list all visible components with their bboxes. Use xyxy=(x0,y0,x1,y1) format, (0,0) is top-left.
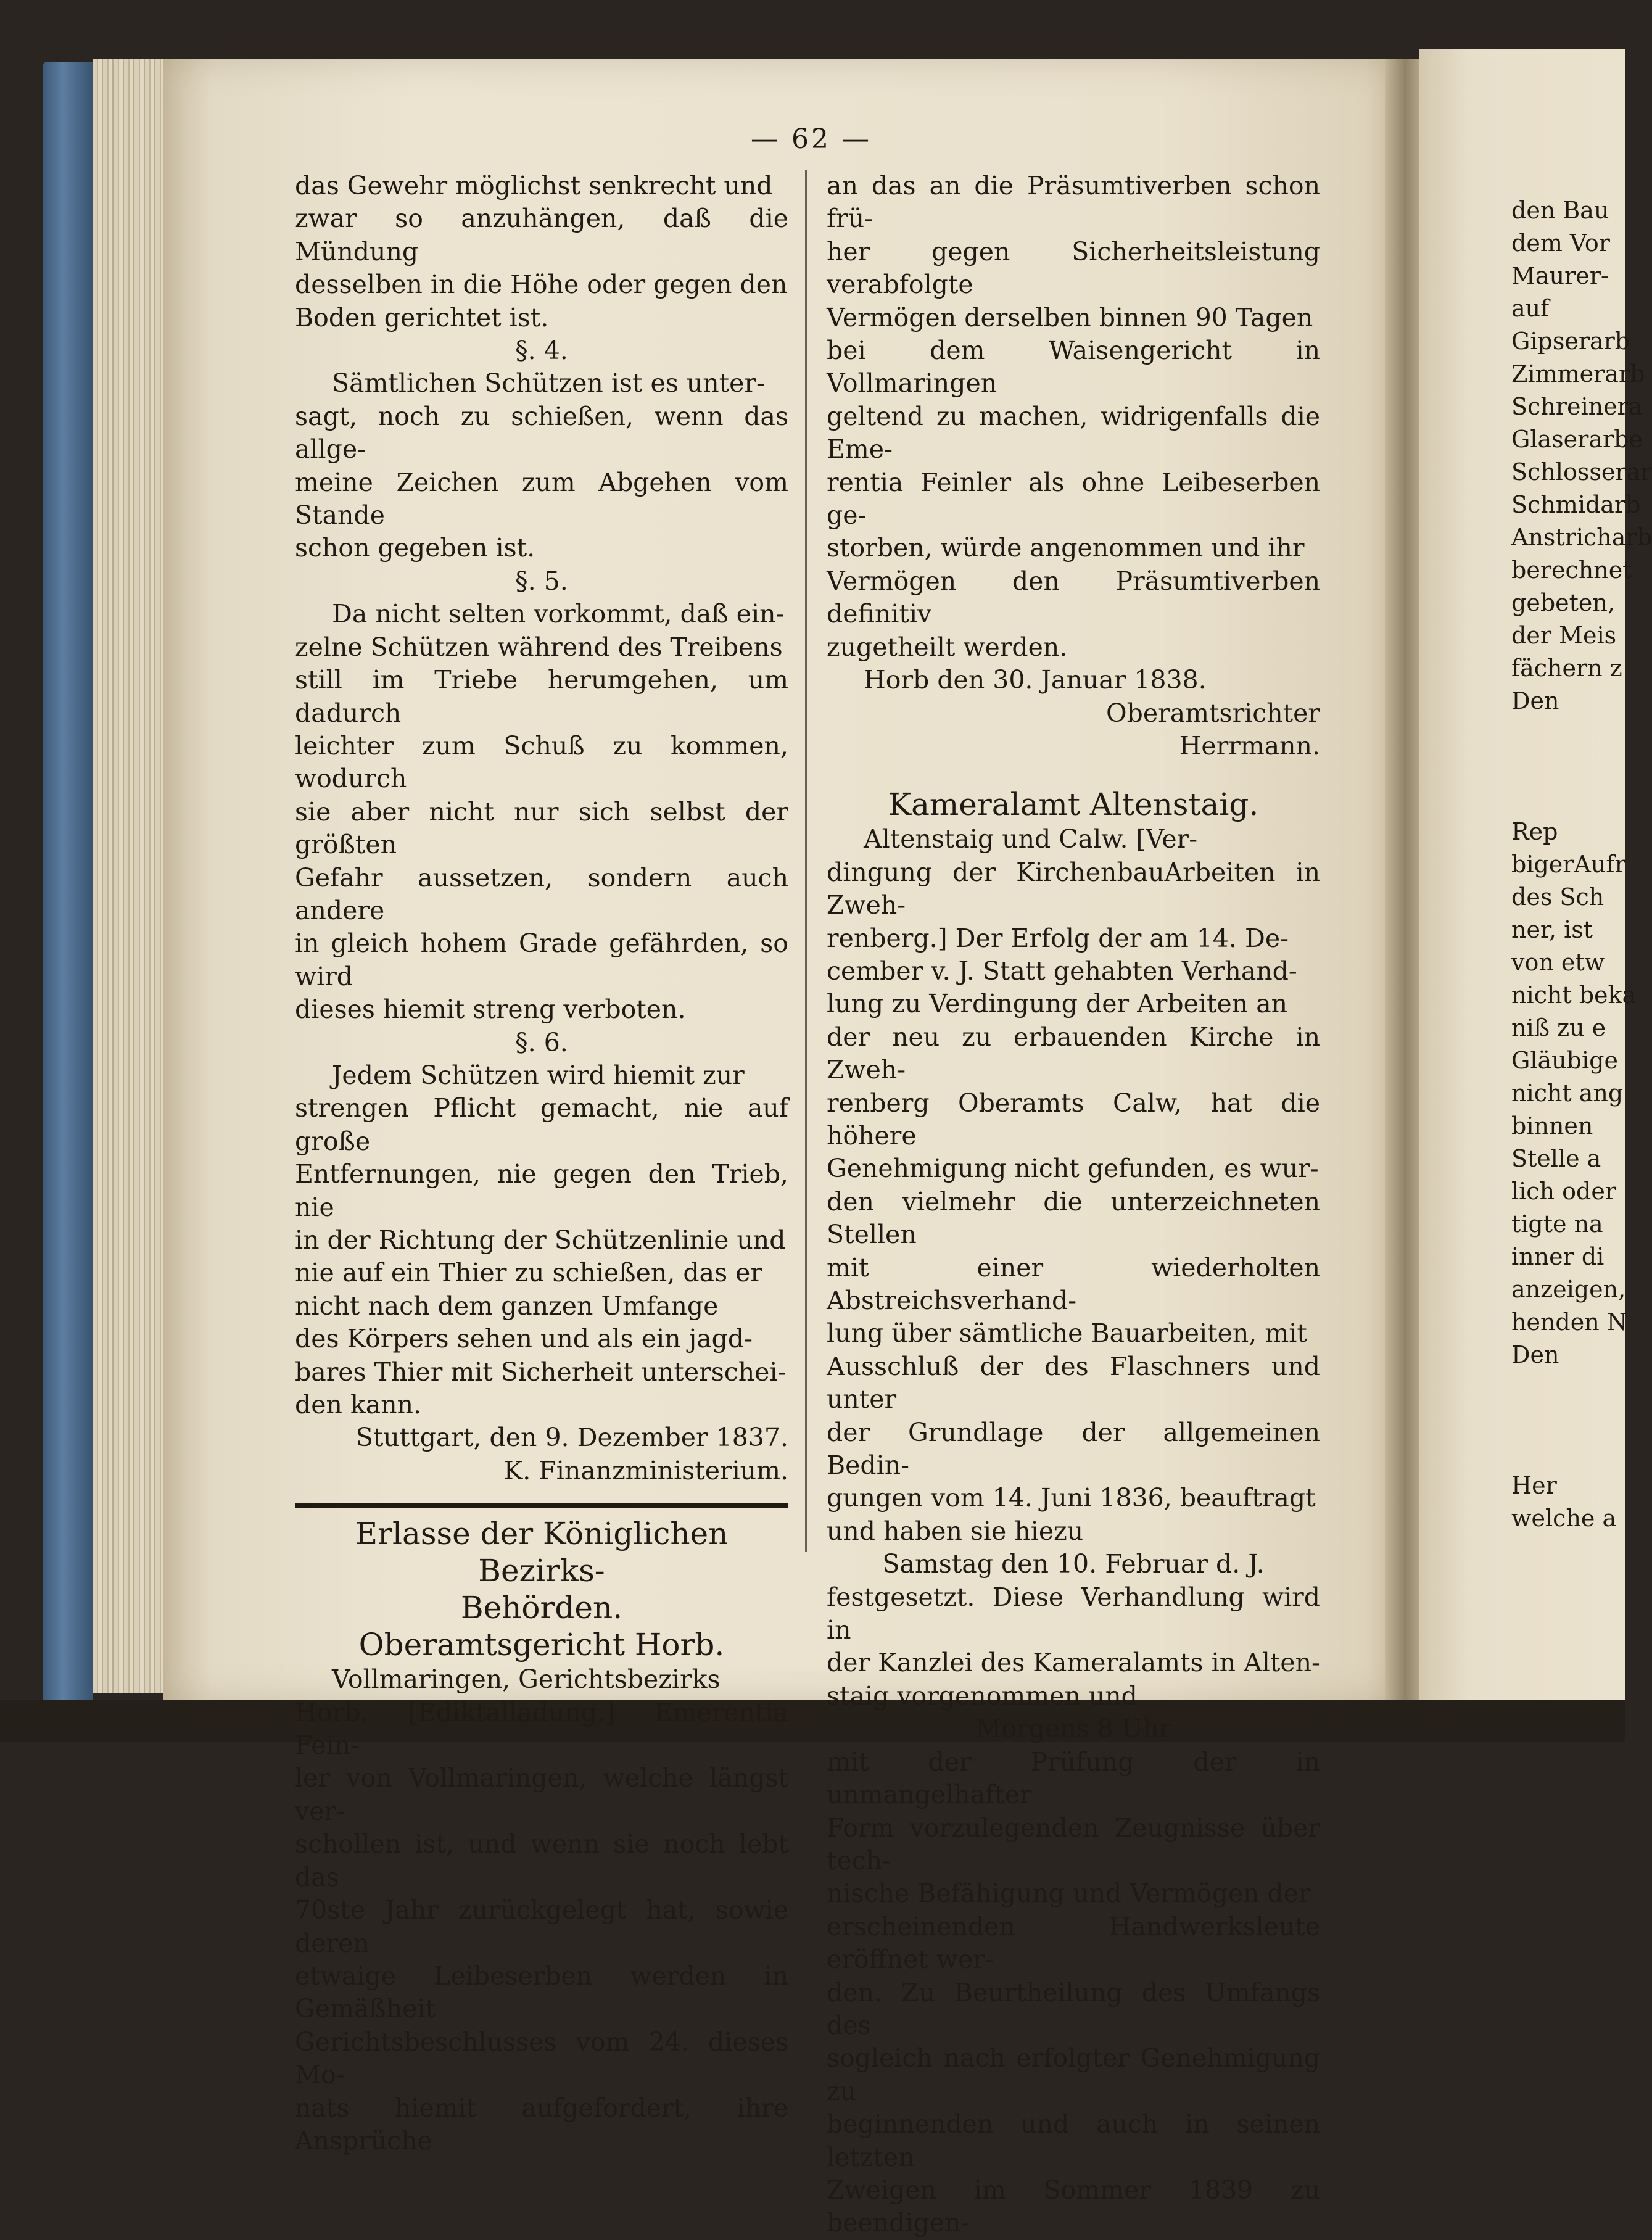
text-line: Jedem Schützen wird hiemit zur xyxy=(332,1060,745,1090)
fragment-line: anzeigen, xyxy=(1511,1276,1626,1303)
text-line: nie auf ein Thier zu schießen, das er xyxy=(295,1258,763,1288)
text-line: ler von Vollmaringen, welche längst ver- xyxy=(295,1763,788,1826)
text-line: mit der Prüfung der in unmangelhafter xyxy=(827,1746,1320,1810)
section-heading xyxy=(295,1515,788,1626)
text-line: Sämtlichen Schützen ist es unter- xyxy=(332,368,765,399)
text-line: staig vorgenommen und xyxy=(827,1680,1138,1711)
text-line: den. Zu Beurtheilung des Umfangs des xyxy=(827,1977,1320,2040)
text-line: §. 6. xyxy=(515,1027,568,1057)
fragment-line: Schmidarb xyxy=(1511,491,1641,518)
text-line: Ausschluß der des Flaschners und unter xyxy=(827,1351,1320,1415)
fragment-line: Schreinera xyxy=(1511,393,1643,420)
text-line: 70ste Jahr zurückgelegt hat, sowie deren xyxy=(295,1895,788,1958)
fragment-line: nicht ang xyxy=(1511,1080,1624,1107)
text-line: meine Zeichen zum Abgehen vom Stande xyxy=(295,467,788,531)
text-line: bares Thier mit Sicherheit unterschei- xyxy=(295,1357,787,1387)
text-line: den vielmehr die unterzeichneten Stellen xyxy=(827,1186,1320,1250)
text-line: festgesetzt. Diese Verhandlung wird in xyxy=(827,1582,1320,1645)
fragment-line: Schlosserar xyxy=(1511,458,1652,486)
left-column-text xyxy=(295,170,788,1487)
fragment-line: gebeten, xyxy=(1511,589,1615,616)
fragment-line: Rep xyxy=(1511,818,1558,845)
fragment-line: Stelle a xyxy=(1511,1145,1601,1172)
text-line: an das an die Präsumtiverben schon frü- xyxy=(827,171,1320,234)
fragment-line xyxy=(1511,1371,1625,1404)
text-line: Morgens 8 Uhr xyxy=(975,1714,1171,1744)
fragment-line: Glaserarbe xyxy=(1511,426,1643,453)
fragment-line: inner di xyxy=(1511,1243,1605,1270)
text-line: Oberamtsrichter xyxy=(1106,698,1320,728)
text-line: des Körpers sehen und als ein jagd- xyxy=(295,1324,753,1354)
text-line: Stuttgart, den 9. Dezember 1837. xyxy=(355,1423,788,1453)
text-line: rentia Feinler als ohne Leibeserben ge- xyxy=(827,467,1320,531)
fragment-line: Her xyxy=(1511,1472,1557,1499)
text-line: §. 4. xyxy=(515,336,568,366)
next-page-fragment xyxy=(1511,194,1652,1535)
text-line: dieses hiemit streng verboten. xyxy=(295,994,686,1025)
right-column xyxy=(827,170,1320,2240)
fragment-line: von etw xyxy=(1511,949,1605,976)
text-line: schon gegeben ist. xyxy=(295,533,535,563)
fragment-line: Zimmerarb xyxy=(1511,360,1645,387)
fragment-line xyxy=(1511,717,1625,750)
text-line: in gleich hohem Grade gefährden, so wird xyxy=(295,928,788,991)
text-line: Gerichtsbeschlusses vom 24. dieses Mo- xyxy=(295,2027,788,2090)
text-line: den kann. xyxy=(295,1390,422,1420)
fragment-line: der Meis xyxy=(1511,622,1617,649)
text-line: geltend zu machen, widrigenfalls die Eme- xyxy=(827,401,1320,465)
text-line: Vermögen den Präsumtiverben definitiv xyxy=(827,566,1320,629)
text-line: Altenstaig und Calw. [Ver- xyxy=(864,824,1198,854)
heading-line: Erlasse der Königlichen Bezirks- xyxy=(355,1516,729,1589)
text-line: Herrmann. xyxy=(1179,730,1320,761)
fragment-line: Gipserarb xyxy=(1511,328,1630,355)
text-line: der neu zu erbauenden Kirche in Zweh- xyxy=(827,1022,1320,1085)
text-line: Form vorzulegenden Zeugnisse über tech- xyxy=(827,1812,1320,1875)
text-line: erscheinenden Handwerksleute eröffnet wer- xyxy=(827,1911,1320,1975)
fragment-line: Den xyxy=(1511,687,1559,714)
text-line: zugetheilt werden. xyxy=(827,632,1068,662)
text-line: Entfernungen, nie gegen den Trieb, nie xyxy=(295,1159,788,1222)
fragment-line: Den xyxy=(1511,1341,1559,1368)
text-line: sie aber nicht nur sich selbst der größten xyxy=(295,796,788,860)
text-line: gungen vom 14. Juni 1836, beauftragt xyxy=(827,1483,1316,1513)
fragment-line: Maurer- xyxy=(1511,262,1609,289)
text-line: Horb den 30. Januar 1838. xyxy=(864,665,1207,695)
fragment-line: niß zu e xyxy=(1511,1014,1606,1041)
text-line: dingung der KirchenbauArbeiten in Zweh- xyxy=(827,857,1320,920)
text-line: Samstag den 10. Februar d. J. xyxy=(882,1549,1265,1579)
text-line: Zweigen im Sommer 1839 zu beendigen- xyxy=(827,2175,1320,2238)
fragment-line: henden N xyxy=(1511,1308,1628,1336)
column-rule xyxy=(805,170,807,1552)
text-line: K. Finanzministerium. xyxy=(503,1455,788,1486)
section-divider xyxy=(295,1503,788,1508)
fragment-line xyxy=(1511,1437,1625,1469)
text-line: beginnenden und auch in seinen letzten xyxy=(827,2109,1320,2172)
text-line: sagt, noch zu schießen, wenn das allge- xyxy=(295,401,788,465)
text-line: zelne Schützen während des Treibens xyxy=(295,632,783,662)
subsection-heading: Oberamtsgericht Horb. xyxy=(358,1627,725,1663)
text-line: schollen ist, und wenn sie noch lebt das xyxy=(295,1829,788,1892)
text-line: das Gewehr möglichst senkrecht und xyxy=(295,171,773,200)
fragment-line: bigerAufr xyxy=(1511,851,1626,878)
fragment-line: den Bau xyxy=(1511,197,1609,224)
background-shadow xyxy=(0,1700,1625,1742)
page-gutter xyxy=(1385,59,1422,1703)
text-line: Vollmaringen, Gerichtsbezirks xyxy=(332,1664,721,1695)
text-line: etwaige Leibeserben werden in Gemäßheit xyxy=(295,1961,788,2024)
page-number: — 62 — xyxy=(751,123,872,155)
fragment-line xyxy=(1511,750,1625,783)
fragment-line: des Sch xyxy=(1511,883,1605,911)
text-line: Vermögen derselben binnen 90 Tagen xyxy=(827,302,1313,333)
text-line: der Grundlage der allgemeinen Bedin- xyxy=(827,1417,1320,1481)
text-line: nats hiemit aufgefordert, ihre Ansprüche xyxy=(295,2093,788,2155)
text-line: desselben in die Höhe oder gegen den xyxy=(295,270,788,300)
text-line: Genehmigung nicht gefunden, es wur- xyxy=(827,1154,1319,1184)
right-column-text xyxy=(827,170,1320,763)
section-heading-kameralamt: Kameralamt Altenstaig. xyxy=(888,787,1259,823)
text-line: §. 5. xyxy=(515,566,568,596)
right-column-text-2 xyxy=(827,823,1320,2239)
left-column-text-2 xyxy=(295,1663,788,2157)
fragment-line: fächern z xyxy=(1511,655,1622,682)
text-line: Gefahr aussetzen, sondern auch andere xyxy=(295,862,788,925)
text-line: bei dem Waisengericht in Vollmaringen xyxy=(827,336,1320,399)
fragment-line: ner, ist xyxy=(1511,916,1593,943)
text-line: nicht nach dem ganzen Umfange xyxy=(295,1291,719,1321)
text-line: mit einer wiederholten Abstreichsverhand- xyxy=(827,1252,1320,1315)
book-spine xyxy=(43,62,93,1703)
text-line: lung über sämtliche Bauarbeiten, mit xyxy=(827,1318,1307,1349)
text-line: in der Richtung der Schützenlinie und xyxy=(295,1225,786,1255)
text-line: Horb. [Ediktalladung.] Emerentia Fein- xyxy=(295,1697,788,1761)
text-line: storben, würde angenommen und ihr xyxy=(827,533,1305,563)
text-line: Da nicht selten vorkommt, daß ein- xyxy=(332,599,785,629)
fragment-line: Anstricharb xyxy=(1511,524,1652,551)
left-column xyxy=(295,170,788,2157)
fragment-line: dem Vor xyxy=(1511,229,1610,257)
text-line: cember v. J. Statt gehabten Verhand- xyxy=(827,956,1297,986)
fragment-line: tigte na xyxy=(1511,1210,1603,1238)
text-line: nische Befähigung und Vermögen der xyxy=(827,1878,1311,1909)
text-line: zwar so anzuhängen, daß die Mündung xyxy=(295,204,788,267)
fragment-line xyxy=(1511,783,1625,816)
text-line: leichter zum Schuß zu kommen, wodurch xyxy=(295,730,788,794)
fragment-line: lich oder xyxy=(1511,1178,1616,1205)
text-line: lung zu Verdingung der Arbeiten an xyxy=(827,989,1288,1019)
fragment-line: nicht beka xyxy=(1511,982,1637,1009)
fragment-line: Gläubige xyxy=(1511,1047,1618,1074)
text-line: her gegen Sicherheitsleistung verabfolgte xyxy=(827,236,1320,300)
text-line: und haben sie hiezu xyxy=(827,1516,1084,1546)
text-line: still im Triebe herumgehen, um dadurch xyxy=(295,665,788,728)
text-line: strengen Pflicht gemacht, nie auf große xyxy=(295,1093,788,1156)
fragment-line: berechnet xyxy=(1511,556,1632,584)
text-line: sogleich nach erfolgter Genehmigung zu xyxy=(827,2043,1320,2106)
fragment-line: binnen xyxy=(1511,1112,1593,1139)
fragment-line: welche a xyxy=(1511,1505,1617,1532)
text-line: Boden gerichtet ist. xyxy=(295,302,549,333)
heading-line: Behörden. xyxy=(460,1590,623,1626)
text-line: renberg.] Der Erfolg der am 14. De- xyxy=(827,923,1289,953)
text-line: renberg Oberamts Calw, hat die höhere xyxy=(827,1088,1320,1151)
fragment-line: auf xyxy=(1511,295,1550,322)
fragment-line xyxy=(1511,1404,1625,1437)
text-line: der Kanzlei des Kameralamts in Alten- xyxy=(827,1648,1320,1678)
